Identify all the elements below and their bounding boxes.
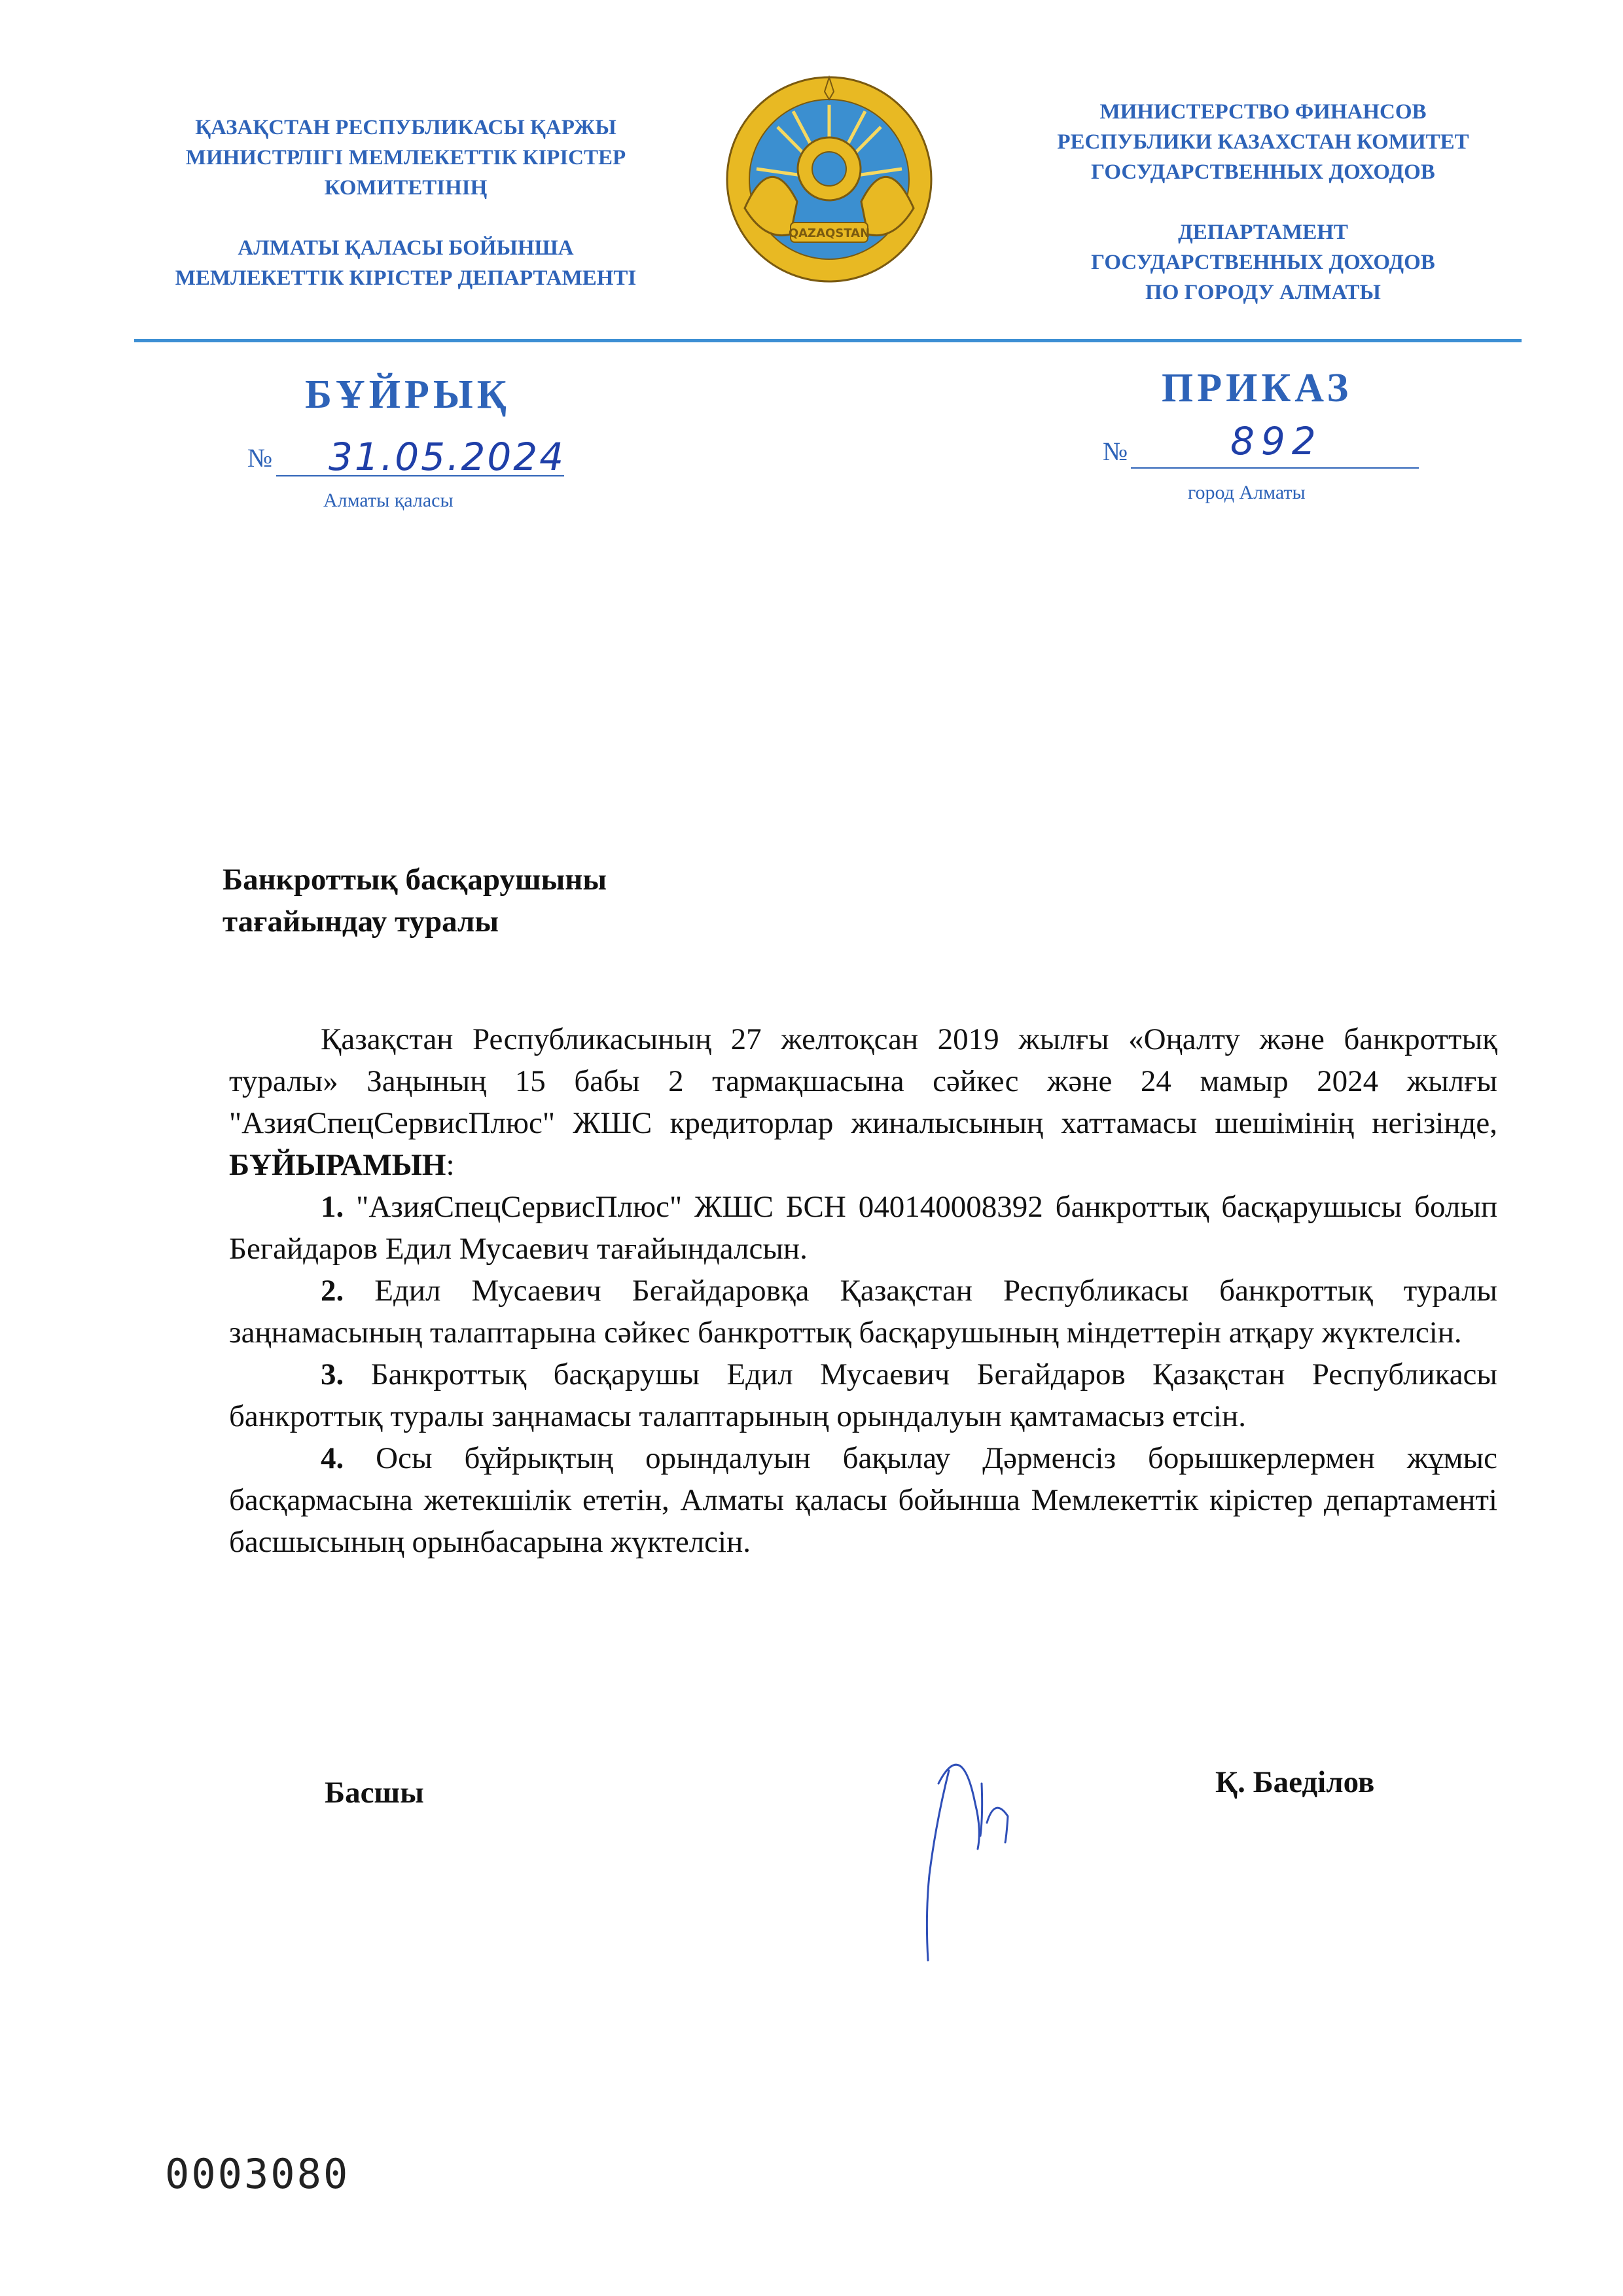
order-title-ru: ПРИКАЗ xyxy=(1162,366,1353,410)
handwritten-date: 31.05.2024 xyxy=(329,435,566,479)
item-text: Осы бұйрықтың орындалуын бақылау Дәрменсіз борышкерлермен жұмыс басқармасына жетекшілік ететін, Алматы қаласы бойынша Мемлекеттік кірістер департаменті басшысының орынбасарына жүктелсін. xyxy=(229,1441,1497,1559)
order-word: БҰЙЫРАМЫН xyxy=(229,1148,446,1182)
header-divider xyxy=(134,339,1522,342)
document-body xyxy=(229,1018,1497,1563)
item-number: 1. xyxy=(321,1190,344,1224)
header-ru-line: ДЕПАРТАМЕНТ xyxy=(1178,221,1348,244)
header-ru-line: ГОСУДАРСТВЕННЫХ ДОХОДОВ xyxy=(1091,251,1435,274)
order-colon: : xyxy=(446,1148,455,1182)
order-item xyxy=(229,1437,1497,1563)
order-item xyxy=(229,1270,1497,1354)
header-ru-line: ГОСУДАРСТВЕННЫХ ДОХОДОВ xyxy=(1091,160,1435,184)
city-ru: город Алматы xyxy=(1188,482,1306,503)
header-ru-line: МИНИСТЕРСТВО ФИНАНСОВ xyxy=(1099,100,1427,124)
order-item xyxy=(229,1186,1497,1270)
handwritten-number: 892 xyxy=(1230,419,1323,463)
header-kz-line: МЕМЛЕКЕТТІК КІРІСТЕР ДЕПАРТАМЕНТІ xyxy=(175,266,637,290)
number-sign-ru: № xyxy=(1103,437,1128,466)
item-text: Едил Мусаевич Бегайдаровқа Қазақстан Республикасы банкроттық туралы заңнамасының талаптарына сәйкес банкроттық басқарушының міндеттерін атқару жүктелсін. xyxy=(229,1274,1498,1350)
serial-number: 0003080 xyxy=(165,2150,350,2198)
intro-text: Қазақстан Республикасының 27 желтоқсан 2019 жылғы «Оңалту және банкроттық туралы» Заңының 15 бабы 2 тармақшасына сәйкес және 24 мамыр 2024 жылғы "АзияСпецСервисПлюс" ЖШС кредиторлар жиналысының хаттамасы шешімінің негізінде, xyxy=(229,1022,1497,1140)
header-kz-line: ҚАЗАҚСТАН РЕСПУБЛИКАСЫ ҚАРЖЫ xyxy=(195,116,616,139)
intro-paragraph xyxy=(229,1018,1497,1186)
emblem-text: QAZAQSTAN xyxy=(788,226,870,240)
subject-line: Банкроттық басқарушыны xyxy=(223,863,607,897)
item-text: "АзияСпецСервисПлюс" ЖШС БСН 040140008392 банкроттық басқарушысы болып Бегайдаров Едил Мусаевич тағайындалсын. xyxy=(229,1190,1498,1266)
handwritten-signature-icon xyxy=(910,1744,1027,1993)
order-title-kz: БҰЙРЫҚ xyxy=(305,372,510,417)
signatory-name: Қ. Баеділов xyxy=(1215,1765,1375,1799)
state-emblem-icon xyxy=(725,71,933,288)
number-underline xyxy=(1131,467,1419,469)
header-ru-line: РЕСПУБЛИКИ КАЗАХСТАН КОМИТЕТ xyxy=(1057,130,1469,154)
header-ru-line: ПО ГОРОДУ АЛМАТЫ xyxy=(1145,281,1381,304)
item-number: 3. xyxy=(321,1357,344,1391)
item-text: Банкроттық басқарушы Едил Мусаевич Бегайдаров Қазақстан Республикасы банкроттық туралы заңнамасы талаптарының орындалуын қамтамасыз етсін. xyxy=(229,1357,1497,1433)
header-spacer xyxy=(118,203,694,233)
header-kz-line: АЛМАТЫ ҚАЛАСЫ БОЙЫНША xyxy=(238,236,574,260)
header-kz-line: КОМИТЕТІНІҢ xyxy=(324,176,488,200)
order-item xyxy=(229,1354,1497,1437)
number-sign-kz: № xyxy=(247,443,273,473)
signatory-position: Басшы xyxy=(325,1776,424,1810)
header-kz-line: МИНИСТРЛІГІ МЕМЛЕКЕТТІК КІРІСТЕР xyxy=(185,146,626,170)
subject-line: тағайындау туралы xyxy=(223,905,499,939)
header-russian xyxy=(975,97,1551,308)
document-subject xyxy=(223,859,607,942)
header-kazakh xyxy=(118,113,694,293)
city-kz: Алматы қаласы xyxy=(323,490,454,511)
header-spacer xyxy=(975,187,1551,217)
item-number: 4. xyxy=(321,1441,344,1475)
item-number: 2. xyxy=(321,1274,344,1308)
